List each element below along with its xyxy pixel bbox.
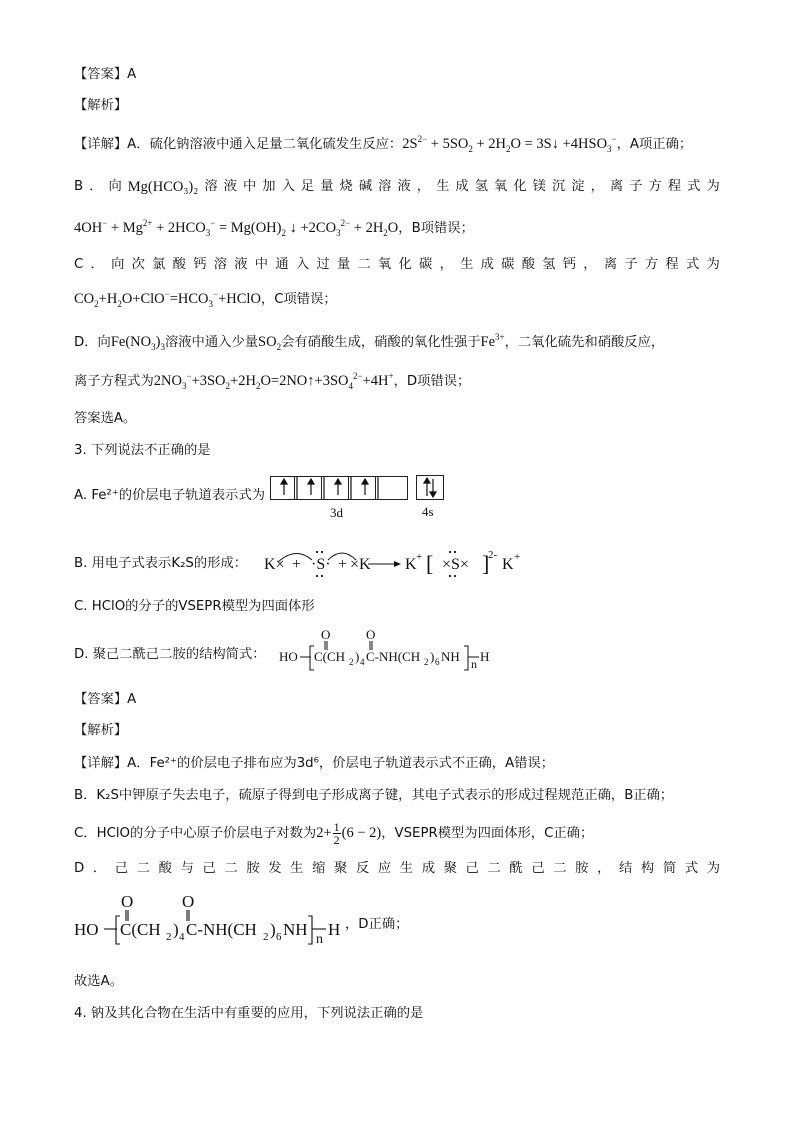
svg-text:2: 2 — [263, 931, 269, 943]
answer-tag: 【答案】A — [74, 67, 137, 82]
svg-text:): ) — [430, 649, 435, 664]
svg-text:HO: HO — [74, 920, 99, 939]
justified-char: 溶 — [378, 179, 392, 194]
justified-char: 氧 — [377, 257, 392, 272]
analysis-tag: 【解析】 — [74, 98, 128, 113]
svg-text:6: 6 — [435, 657, 440, 667]
justified-char: 结 — [619, 861, 633, 876]
equation-b: $4OH^- + Mg^{2+} + 2HCO_3^- = Mg(OH)_2$ ↓ $+2CO_3^{2-} + 2H_2O$ — [74, 218, 399, 238]
option-c-equation-line — [74, 290, 337, 309]
justified-char: 成 — [480, 257, 494, 272]
justified-char: B — [74, 179, 84, 194]
justified-char: 碱 — [358, 179, 373, 194]
justified-char: 入 — [295, 257, 310, 272]
justified-char: ． — [89, 179, 103, 194]
formula-fe-no3-3: $Fe(NO_3)_3$ — [110, 334, 165, 352]
justified-char: 碳 — [419, 257, 433, 272]
justified-char: 成 — [421, 861, 435, 876]
justified-char: 液 — [223, 179, 237, 194]
justified-char: Mg(HCO₃)₂ — [127, 179, 199, 195]
nylon66-structure-large — [72, 888, 352, 946]
justified-char: 二 — [224, 861, 238, 876]
orbital-4s-label: 4s — [422, 504, 434, 519]
justified-char: 构 — [640, 861, 655, 876]
justified-char: 化 — [398, 257, 412, 272]
k2s-electron-formation — [256, 540, 556, 580]
justified-char: 己 — [114, 861, 129, 876]
formula-fe3: $Fe^{3+}$ — [480, 332, 505, 350]
svg-text:]: ] — [482, 551, 490, 576]
option-d-text-3: 会有硝酸生成，硝酸的氧化性强于 — [281, 335, 481, 350]
justified-char: 发 — [268, 861, 282, 876]
svg-text:NH: NH — [283, 920, 308, 939]
justified-char: 氢 — [542, 257, 556, 272]
justified-char: 反 — [355, 861, 370, 876]
justified-char: ， — [590, 179, 604, 194]
justified-char: 方 — [644, 257, 659, 272]
justified-char: 二 — [553, 861, 567, 876]
option-c-line — [74, 256, 720, 274]
svg-text:K: K — [405, 556, 417, 573]
q3-option-c: C. HClO的分子的VSEPR模型为四面体形 — [74, 599, 315, 614]
svg-text:6: 6 — [276, 931, 282, 943]
svg-text:): ) — [355, 649, 360, 664]
justified-char: 离 — [609, 179, 624, 194]
svg-text:C(CH: C(CH — [314, 649, 346, 664]
justified-char: 量 — [336, 257, 351, 272]
justified-char: 沉 — [551, 179, 566, 194]
justified-char: 为 — [706, 179, 720, 194]
option-b-suffix: ，B项错误； — [398, 221, 474, 236]
justified-char: D — [74, 861, 85, 876]
justified-char: 镁 — [532, 179, 546, 194]
orbital-3d-label: 3d — [330, 505, 343, 520]
justified-char: 加 — [262, 179, 276, 194]
svg-text:2: 2 — [424, 657, 429, 667]
justified-char: 方 — [648, 179, 662, 194]
justified-char: ， — [439, 257, 453, 272]
svg-text:K×: K× — [264, 556, 285, 573]
justified-char: 生 — [436, 179, 450, 194]
justified-char: 中 — [242, 179, 257, 194]
svg-text:n: n — [316, 932, 323, 946]
equation-d: $2NO_3^-+3SO_2+2H_2O=2NO↑+3SO_4^{2-}+4H^+$ — [153, 371, 394, 391]
justified-char: 聚 — [334, 861, 348, 876]
svg-text:+: + — [514, 551, 521, 563]
option-d-text-2: 溶液中通入少量 — [164, 335, 259, 350]
detail-a-line — [74, 135, 692, 154]
justified-char: 式 — [685, 257, 700, 272]
svg-text:C-NH(CH: C-NH(CH — [186, 920, 257, 939]
svg-text:2: 2 — [349, 657, 354, 667]
justified-char: 简 — [662, 861, 677, 876]
svg-text:C-NH(CH: C-NH(CH — [366, 649, 421, 664]
nylon66-structure-small — [276, 626, 506, 672]
q3-final: 故选A。 — [74, 974, 123, 989]
justified-char: 钙 — [193, 257, 207, 272]
q3-exp-c-prefix: C．HClO的分子中心原子价层电子对数为 — [74, 825, 317, 841]
justified-char: 为 — [706, 861, 720, 876]
q2-final: 答案选A。 — [74, 411, 137, 426]
svg-text:+: + — [338, 556, 348, 573]
justified-char: 氧 — [494, 179, 508, 194]
justified-char: 溶 — [213, 257, 228, 272]
justified-char: 程 — [665, 257, 679, 272]
q3-option-a: A. Fe²⁺的价层电子轨道表示式为 — [74, 488, 266, 503]
justified-char: 二 — [357, 257, 371, 272]
option-b-line — [74, 178, 720, 196]
justified-char: 聚 — [443, 861, 457, 876]
justified-char: ． — [92, 861, 107, 876]
justified-char: 液 — [234, 257, 248, 272]
svg-text:H: H — [480, 649, 490, 664]
detail-a-text: 【详解】A．硫化钠溶液中通入足量二氧化硫发生反应： — [74, 137, 403, 152]
justified-char: 液 — [397, 179, 411, 194]
justified-char: 生 — [399, 861, 414, 876]
justified-char: 碳 — [501, 257, 515, 272]
q3-exp-a: 【详解】A．Fe²⁺的价层电子排布应为3d⁶，价层电子轨道表示式不正确，A错误； — [74, 756, 555, 771]
justified-char: 酸 — [521, 257, 535, 272]
justified-char: 己 — [202, 861, 216, 876]
q3-exp-d-suffix: ，D正确； — [345, 917, 409, 932]
justified-char: 化 — [513, 179, 527, 194]
justified-char: ， — [597, 861, 611, 876]
svg-text:NH: NH — [441, 649, 460, 664]
svg-text:C(CH: C(CH — [120, 920, 161, 939]
detail-a-suffix: ，A项正确； — [616, 137, 693, 152]
svg-text:×S×: ×S× — [442, 556, 469, 573]
svg-text:4: 4 — [360, 657, 365, 667]
svg-text:2: 2 — [166, 931, 172, 943]
option-b-equation-line — [74, 219, 474, 238]
q3-exp-b: B．K₂S中钾原子失去电子，硫原子得到电子形成离子键，其电子式表示的形成过程规范正确，B正确； — [74, 788, 674, 803]
orbital-3d-arrows — [270, 476, 410, 500]
justified-char: 生 — [460, 257, 474, 272]
svg-text:+: + — [292, 556, 302, 573]
justified-char: 酰 — [509, 861, 523, 876]
equation-c: $CO_2+H_2O+ClO^-=HCO_3^-+HClO$ — [74, 289, 261, 309]
justified-char: 过 — [316, 257, 330, 272]
justified-char: 氢 — [474, 179, 488, 194]
justified-char: 胺 — [246, 861, 260, 876]
justified-char: 离 — [603, 257, 618, 272]
q3-stem: 3. 下列说法不正确的是 — [74, 443, 211, 458]
q3-exp-c-line — [74, 821, 593, 846]
q3-exp-c-suffix: ，VSEPR模型为四面体形，C正确； — [381, 825, 594, 841]
justified-char: 胺 — [575, 861, 589, 876]
svg-text:O: O — [121, 892, 134, 911]
q3-analysis-tag: 【解析】 — [74, 723, 128, 738]
justified-char: 烧 — [339, 179, 353, 194]
svg-text:n: n — [471, 657, 477, 671]
justified-char: 成 — [455, 179, 469, 194]
q3-exp-d-line — [74, 860, 720, 878]
svg-text:·S·: ·S· — [311, 556, 331, 573]
svg-text:+: + — [416, 551, 423, 563]
justified-char: 向 — [111, 257, 125, 272]
justified-char: ， — [416, 179, 431, 194]
justified-char: ． — [90, 257, 104, 272]
formula-so2: $SO_2$ — [258, 334, 282, 352]
svg-text:HO: HO — [279, 649, 298, 664]
justified-char: 式 — [687, 179, 701, 194]
svg-text:O: O — [321, 627, 331, 642]
justified-char: 式 — [684, 861, 699, 876]
justified-char: 为 — [706, 257, 720, 272]
svg-text:4: 4 — [179, 931, 185, 943]
justified-char: ， — [583, 257, 597, 272]
justified-char: 通 — [275, 257, 289, 272]
option-d-text-4: ，二氧化硫先和硝酸反应， — [504, 335, 665, 350]
justified-char: 入 — [281, 179, 295, 194]
justified-char: 己 — [465, 861, 479, 876]
svg-text:O: O — [182, 892, 195, 911]
svg-text:): ) — [173, 920, 179, 939]
option-d-equation-line — [74, 372, 470, 391]
option-d-eq-prefix: 离子方程式为 — [74, 374, 154, 389]
justified-char: 中 — [254, 257, 269, 272]
justified-char: 己 — [531, 861, 545, 876]
justified-char: 缩 — [312, 861, 326, 876]
q3-answer-tag: 【答案】A — [74, 692, 137, 707]
svg-text:2-: 2- — [488, 549, 498, 561]
svg-text:×K: ×K — [350, 556, 371, 573]
svg-text:O: O — [366, 627, 376, 642]
justified-char: 酸 — [158, 861, 172, 876]
option-d-text-1: D．向 — [74, 335, 111, 350]
orbital-4s-box — [416, 475, 446, 501]
equation-a: $2S^{2-} + 5SO_2 + 2H_2O$ = 3S↓ $+4HSO_3^-$ — [402, 134, 617, 154]
q3-option-b: B. 用电子式表示K₂S的形成： — [74, 556, 248, 571]
justified-char: 生 — [290, 861, 304, 876]
justified-char: 量 — [320, 179, 334, 194]
justified-char: 足 — [300, 179, 315, 194]
justified-char: 应 — [377, 861, 392, 876]
justified-char: 溶 — [204, 179, 218, 194]
justified-char: 次 — [131, 257, 145, 272]
justified-char: 与 — [180, 861, 194, 876]
justified-char: 钙 — [562, 257, 577, 272]
justified-char: 二 — [136, 861, 151, 876]
q3-option-d: D. 聚己二酰己二胺的结构简式： — [74, 647, 266, 662]
justified-char: 程 — [667, 179, 682, 194]
justified-char: 氯 — [152, 257, 166, 272]
option-d-line — [74, 333, 664, 352]
justified-char: 二 — [487, 861, 501, 876]
justified-char: C — [74, 257, 84, 272]
svg-text:): ) — [270, 920, 276, 939]
justified-char: 子 — [629, 179, 643, 194]
electron-pair-formula: 2+ $\frac{1}{2}$ (6 − 2) — [316, 820, 382, 847]
option-d-eq-suffix: ，D项错误； — [393, 374, 471, 389]
justified-char: 酸 — [172, 257, 186, 272]
justified-char: 子 — [624, 257, 638, 272]
q4-stem: 4. 钠及其化合物在生活中有重要的应用，下列说法正确的是 — [74, 1006, 424, 1021]
svg-text:H: H — [328, 920, 341, 939]
svg-text:K: K — [502, 556, 514, 573]
justified-char: 淀 — [571, 179, 585, 194]
svg-text:[: [ — [426, 551, 434, 576]
justified-char: 向 — [108, 179, 122, 194]
option-c-suffix: ，C项错误； — [260, 292, 337, 307]
